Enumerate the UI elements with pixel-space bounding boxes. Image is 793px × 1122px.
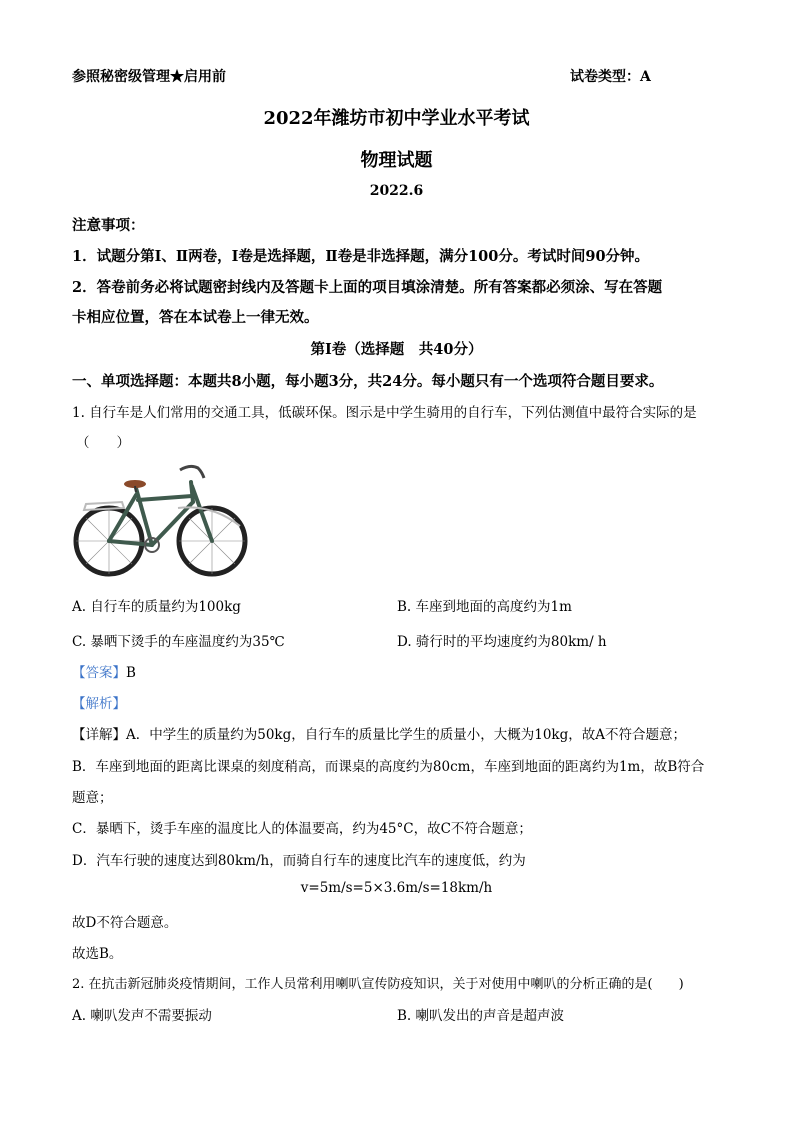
note-item-2: 2．答卷前务必将试题密封线内及答题卡上面的项目填涂清楚。所有答案都必须涂、写在答题 — [72, 279, 663, 296]
q1-option-d: D. 骑行时的平均速度约为80km/ h — [397, 634, 607, 650]
q1-answer — [72, 661, 136, 681]
q1-analysis-label: 【解析】 — [72, 696, 126, 712]
section-title: 第Ⅰ卷（选择题 共40分） — [310, 341, 483, 358]
q1-formula: v=5m/s=5×3.6m/s=18km/h — [300, 880, 493, 896]
note-item-1: 1．试题分第Ⅰ、Ⅱ两卷，Ⅰ卷是选择题，Ⅱ卷是非选择题，满分100分。考试时间90分钟。 — [72, 248, 650, 265]
part1-instructions: 一、单项选择题：本题共8小题，每小题3分，共24分。每小题只有一个选项符合题目要求。 — [72, 373, 664, 390]
q1-stem: 1. 自行车是人们常用的交通工具，低碳环保。图示是中学生骑用的自行车，下列估测值中最符合实际的是 — [72, 405, 697, 421]
subject-title: 物理试题 — [360, 150, 433, 171]
bicycle-image — [72, 458, 250, 580]
q1-explanation-4: D．汽车行驶的速度达到80km/h，而骑自行车的速度比汽车的速度低，约为 — [72, 853, 526, 869]
note-item-2-cont: 卡相应位置，答在本试卷上一律无效。 — [72, 309, 319, 326]
q1-explanation-2: B．车座到地面的距离比课桌的刻度稍高，而课桌的高度约为80cm，车座到地面的距离约为1m，故B符合 — [72, 759, 705, 775]
q1-conclusion: 故D不符合题意。 — [72, 915, 178, 931]
q1-explanation-1: 【详解】A．中学生的质量约为50kg，自行车的质量比学生的质量小，大概为10kg，故A不符合题意； — [72, 727, 686, 743]
exam-date: 2022.6 — [369, 183, 424, 199]
confidentiality-label: 参照秘密级管理★启用前 — [72, 69, 226, 85]
q1-option-c: C. 暴晒下烫手的车座温度约为35℃ — [72, 634, 285, 650]
q1-explanation-3: C．暴晒下，烫手车座的温度比人的体温要高，约为45°C，故C不符合题意； — [72, 821, 532, 837]
notes-heading: 注意事项： — [72, 217, 145, 234]
q1-explanation-2-cont: 题意； — [72, 790, 113, 806]
q2-option-a: A. 喇叭发声不需要振动 — [72, 1008, 212, 1024]
answer-tag: 【答案】 — [72, 665, 126, 681]
q1-blank: （ ） — [76, 435, 130, 451]
q1-choose: 故选B。 — [72, 946, 123, 962]
answer-value: B — [126, 665, 136, 681]
exam-type-label: 试卷类型：A — [570, 69, 651, 85]
q2-stem: 2. 在抗击新冠肺炎疫情期间，工作人员常利用喇叭宣传防疫知识，关于对使用中喇叭的分析正确的是( ) — [72, 977, 684, 992]
exam-title: 2022年潍坊市初中学业水平考试 — [263, 108, 530, 129]
q1-option-b: B. 车座到地面的高度约为1m — [397, 599, 572, 615]
q1-option-a: A. 自行车的质量约为100kg — [72, 599, 241, 615]
q2-option-b: B. 喇叭发出的声音是超声波 — [397, 1008, 565, 1024]
